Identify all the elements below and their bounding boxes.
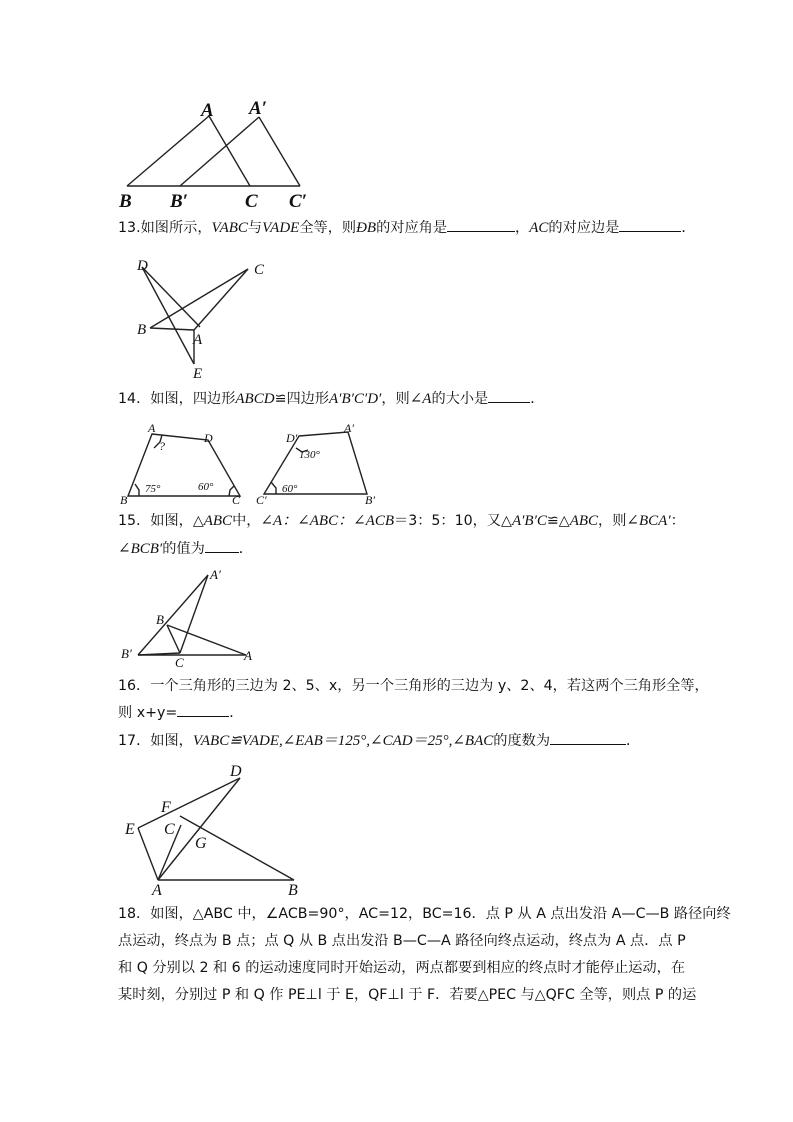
q14-angle: ∠A [409,391,432,407]
segment-db [142,267,200,327]
q15-blank[interactable] [205,538,239,553]
label-e: E [193,366,203,382]
label-b: B [288,882,298,899]
label-b: B [119,191,132,212]
q14-text: ≌四边形 [274,391,330,407]
q16-text: ． [229,705,244,721]
label-d: D [137,258,148,274]
q17-text: 的度数为 [493,733,551,749]
q15-angle-2: ∠BCB′ [118,541,163,557]
segment-de [142,267,194,364]
q15-text: ： [670,513,685,529]
label-c: C [254,262,265,278]
label-b-prime: B′ [121,646,132,661]
q18-text: 和 Q 分别以 2 和 6 的运动速度同时开始运动，两点都要到相应的终点时才能停止运动，在 [118,960,686,976]
q15-text: 的值为 [162,541,205,557]
q16-text: 则 x+y= [118,705,178,721]
label-b-prime: B′ [170,191,189,212]
segment-ea [138,828,158,880]
q14-blank[interactable] [488,388,530,403]
q15-triangle-prime: A′B′C [511,513,547,529]
q15-number: 15 [118,513,137,529]
segment-b1a1 [138,575,208,655]
label-a-prime: A′ [249,98,268,119]
label-130: 130° [299,449,320,461]
q14-quad-2: A′B′C′D′ [329,391,382,407]
segment-ba [150,328,194,330]
q16-blank[interactable] [177,702,229,717]
q13-text: .如图所示， [136,220,212,236]
figure-q15 [118,565,268,670]
q13-text: 的对应角是 [376,220,448,236]
label-a: A [152,882,162,899]
q18-text: 某时刻，分别过 P 和 Q 作 PE⊥l 于 E，QF⊥l 于 F．若要△PEC 与△QFC 全等，则点 P 的运 [118,987,697,1003]
label-a-prime: A′ [210,567,221,582]
label-question: ? [159,439,165,453]
segment-ab [127,116,209,186]
label-b-prime: B′ [365,493,375,507]
q15-text: ≌△ [546,513,570,529]
q13-blank-2[interactable] [619,217,681,232]
figure-q13 [130,254,280,384]
q17-text: ．如图， [136,733,193,749]
q13-text: 全等，则 [299,220,357,236]
q16-text: 16．一个三角形的三边为 2、5、x，另一个三角形的三边为 y、2、4，若这两个三角形全等， [118,678,709,694]
q15-text: ．如图，△ [136,513,204,529]
q15-text: ，则 [598,513,627,529]
q13-triangle-1: VABC [211,220,248,236]
question-17 [118,729,640,754]
q13-text: ． [681,220,696,236]
label-b: B [120,493,128,507]
arc-angle-b [135,484,139,496]
q14-text: 的大小是 [431,391,489,407]
label-a: A [193,332,203,348]
q13-text: 与 [247,220,263,236]
label-c: C [245,191,258,212]
label-d-prime: D′ [286,431,298,445]
q13-side: AC [529,220,549,236]
q13-triangle-2: VADE [262,220,300,236]
q17-expression: VABC≌VADE,∠EAB＝125°,∠CAD＝25°,∠BAC [192,733,494,749]
q17-blank[interactable] [550,730,626,745]
label-c: C [175,655,184,670]
q15-text: ． [238,541,253,557]
label-g: G [195,835,207,852]
q18-text: 18．如图，△ABC 中，∠ACB=90°，AC=12，BC=16．点 P 从 A 点出发沿 A—C—B 路径向终 [118,906,731,922]
q15-triangle: ABC [569,513,599,529]
arc-angle-c1 [271,482,276,494]
segment-be [150,269,248,328]
figure-triangles-top [115,92,325,212]
question-18-line-4 [118,983,696,1008]
question-16-line-1 [118,674,709,699]
segment-a1c [180,575,208,653]
label-a: A [148,421,156,435]
label-f: F [161,799,171,816]
label-a: A [244,648,252,663]
q14-text: ．如图，四边形 [136,391,236,407]
question-13 [118,216,696,241]
question-18-line-1 [118,902,731,927]
label-c: C [232,493,241,507]
label-c: C [164,821,175,838]
q17-number: 17 [118,733,137,749]
label-75: 75° [145,483,161,495]
q15-angles: ∠A：∠ABC：∠ACB [260,513,394,529]
q14-text: ，则 [381,391,410,407]
q13-blank-1[interactable] [447,217,515,232]
figure-q14 [116,420,386,508]
q15-text: ＝3：5：10，又△ [394,513,512,529]
q14-number: 14 [118,391,137,407]
q15-angle-1: ∠BCA′ [626,513,671,529]
question-15-line-2 [118,537,253,562]
label-a: A [201,100,214,121]
question-15-line-1 [118,509,685,534]
question-18-line-3 [118,956,685,981]
figure-q17 [118,758,318,898]
question-14 [118,387,544,412]
q14-quad-1: ABCD [235,391,275,407]
q15-triangle: ABC [203,513,233,529]
q15-text: 中， [232,513,261,529]
q18-text: 点运动，终点为 B 点；点 Q 从 B 点出发沿 B—C—A 路径向终点运动，终点为 A 点．点 P [118,933,686,949]
segment-a1c1 [259,117,300,186]
q13-text: ， [515,220,530,236]
label-b: B [156,612,164,627]
q13-text: 的对应边是 [548,220,620,236]
label-60-b: 60° [282,483,298,495]
q13-angle: ÐB [356,220,377,236]
segment-ac [209,116,250,186]
q14-text: ． [530,391,545,407]
question-16-line-2 [118,701,243,726]
label-d: D [204,431,213,445]
question-18-line-2 [118,929,686,954]
segment-ca [194,269,248,330]
label-c-prime: C′ [256,493,267,507]
q17-text: ． [626,733,641,749]
label-a-prime: A′ [344,421,354,435]
label-60: 60° [198,481,214,493]
label-b: B [137,322,147,338]
label-d: D [230,763,242,780]
segment-a1b1 [180,117,259,186]
q13-number: 13 [118,220,137,236]
quad-a1b1c1d1 [264,432,367,494]
label-c-prime: C′ [289,191,308,212]
label-e: E [125,821,135,838]
